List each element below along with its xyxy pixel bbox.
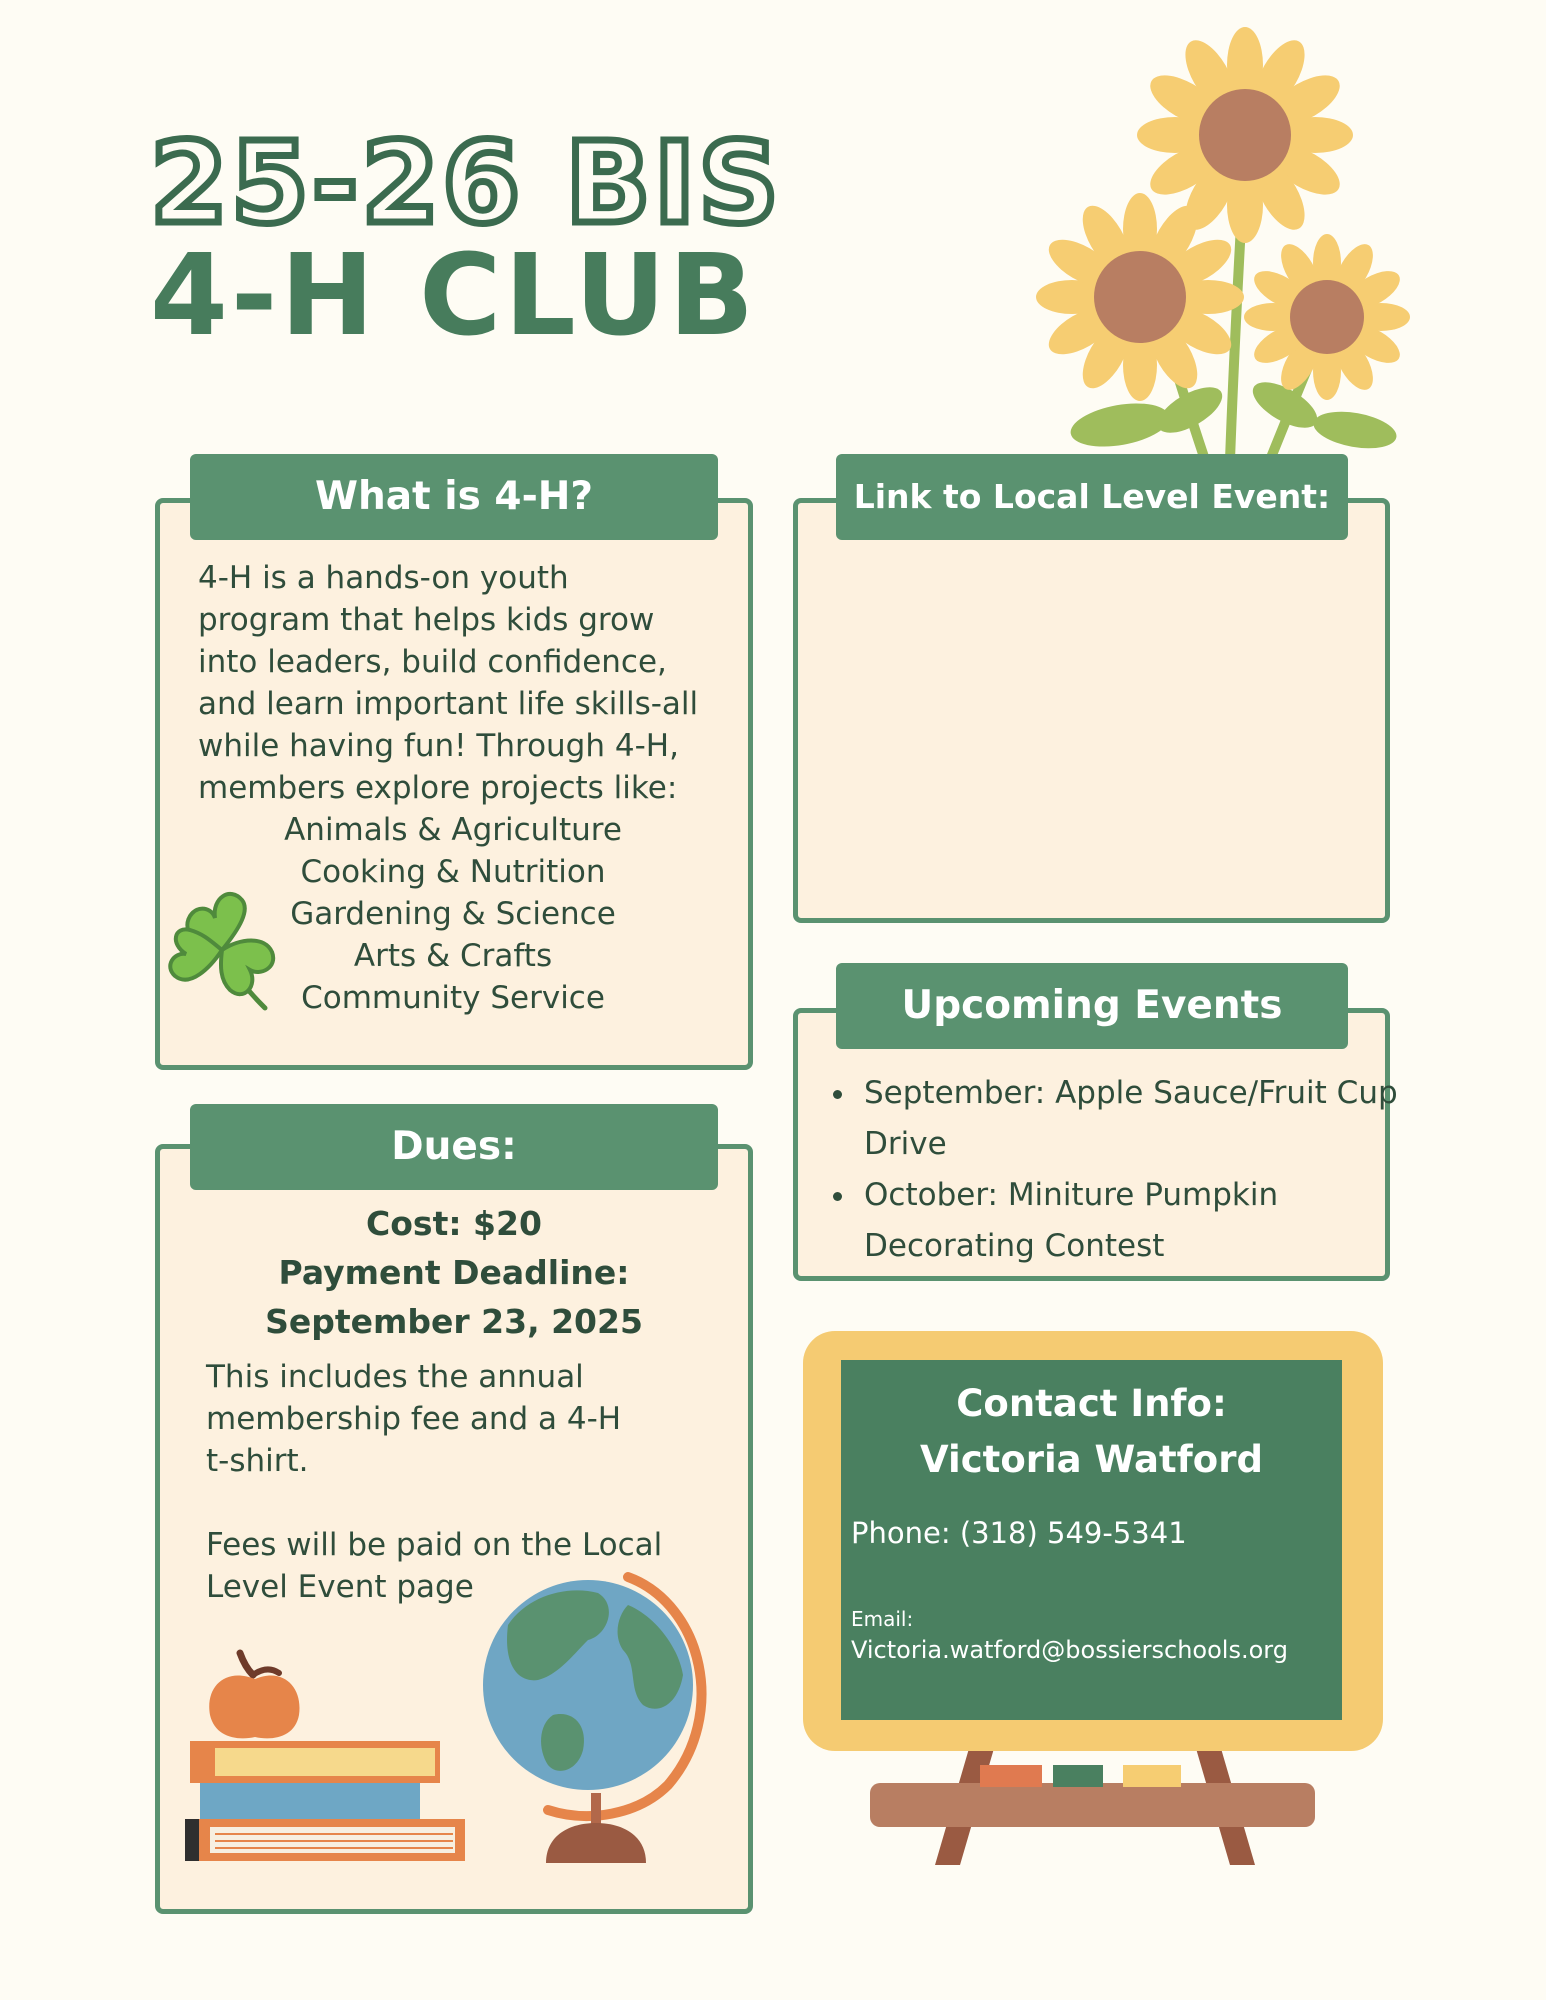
dues-fees-line: Level Event page — [206, 1569, 474, 1605]
dues-heading: Dues: — [190, 1104, 718, 1190]
project-item: Animals & Agriculture — [284, 812, 622, 848]
event-item: • October: Miniture Pumpkin Decorating Contest — [858, 1170, 1408, 1272]
dues-deadline-date: September 23, 2025 — [265, 1302, 643, 1341]
project-item: Arts & Crafts — [353, 938, 553, 974]
dues-details — [160, 1199, 748, 1346]
contact-email: Victoria.watford@bossierschools.org — [851, 1636, 1288, 1664]
sunflower-icon — [1030, 25, 1410, 460]
intro-line: 4-H is a hands-on youth — [198, 560, 569, 596]
clover-icon — [160, 878, 295, 1018]
dues-includes-line: t-shirt. — [206, 1443, 309, 1479]
contact-phone: Phone: (318) 549-5341 — [851, 1516, 1187, 1550]
local-event-heading: Link to Local Level Event: — [836, 454, 1348, 540]
upcoming-events-heading: Upcoming Events — [836, 963, 1348, 1049]
intro-line: members explore projects like: — [198, 770, 678, 806]
dues-includes-line: This includes the annual — [206, 1359, 584, 1395]
intro-line: while having fun! Through 4-H, — [198, 728, 679, 764]
intro-line: and learn important life skills-all — [198, 686, 699, 722]
project-item: Community Service — [301, 980, 605, 1016]
project-item: Cooking & Nutrition — [300, 854, 606, 890]
dues-includes-line: membership fee and a 4-H — [206, 1401, 622, 1437]
globe-icon — [478, 1565, 723, 1865]
title-line-1: 25-26 BIS — [150, 119, 782, 249]
intro-line: program that helps kids grow — [198, 602, 655, 638]
contact-name: Victoria Watford — [920, 1438, 1263, 1481]
project-item: Gardening & Science — [290, 896, 616, 932]
title-line-2: 4-H CLUB — [150, 231, 758, 361]
books-apple-icon — [175, 1645, 475, 1865]
contact-email-label: Email: — [851, 1607, 914, 1631]
dues-deadline-label: Payment Deadline: — [278, 1253, 630, 1292]
contact-board — [841, 1360, 1342, 1720]
contact-title: Contact Info: — [956, 1382, 1227, 1425]
what-is-4h-heading: What is 4-H? — [190, 454, 718, 540]
event-item: • September: Apple Sauce/Fruit Cup Drive — [858, 1068, 1408, 1170]
events-list — [818, 1068, 1408, 1272]
intro-line: into leaders, build confidence, — [198, 644, 667, 680]
dues-cost: Cost: $20 — [366, 1204, 542, 1243]
local-event-panel — [793, 498, 1390, 923]
dues-fees-line: Fees will be paid on the Local — [206, 1527, 663, 1563]
